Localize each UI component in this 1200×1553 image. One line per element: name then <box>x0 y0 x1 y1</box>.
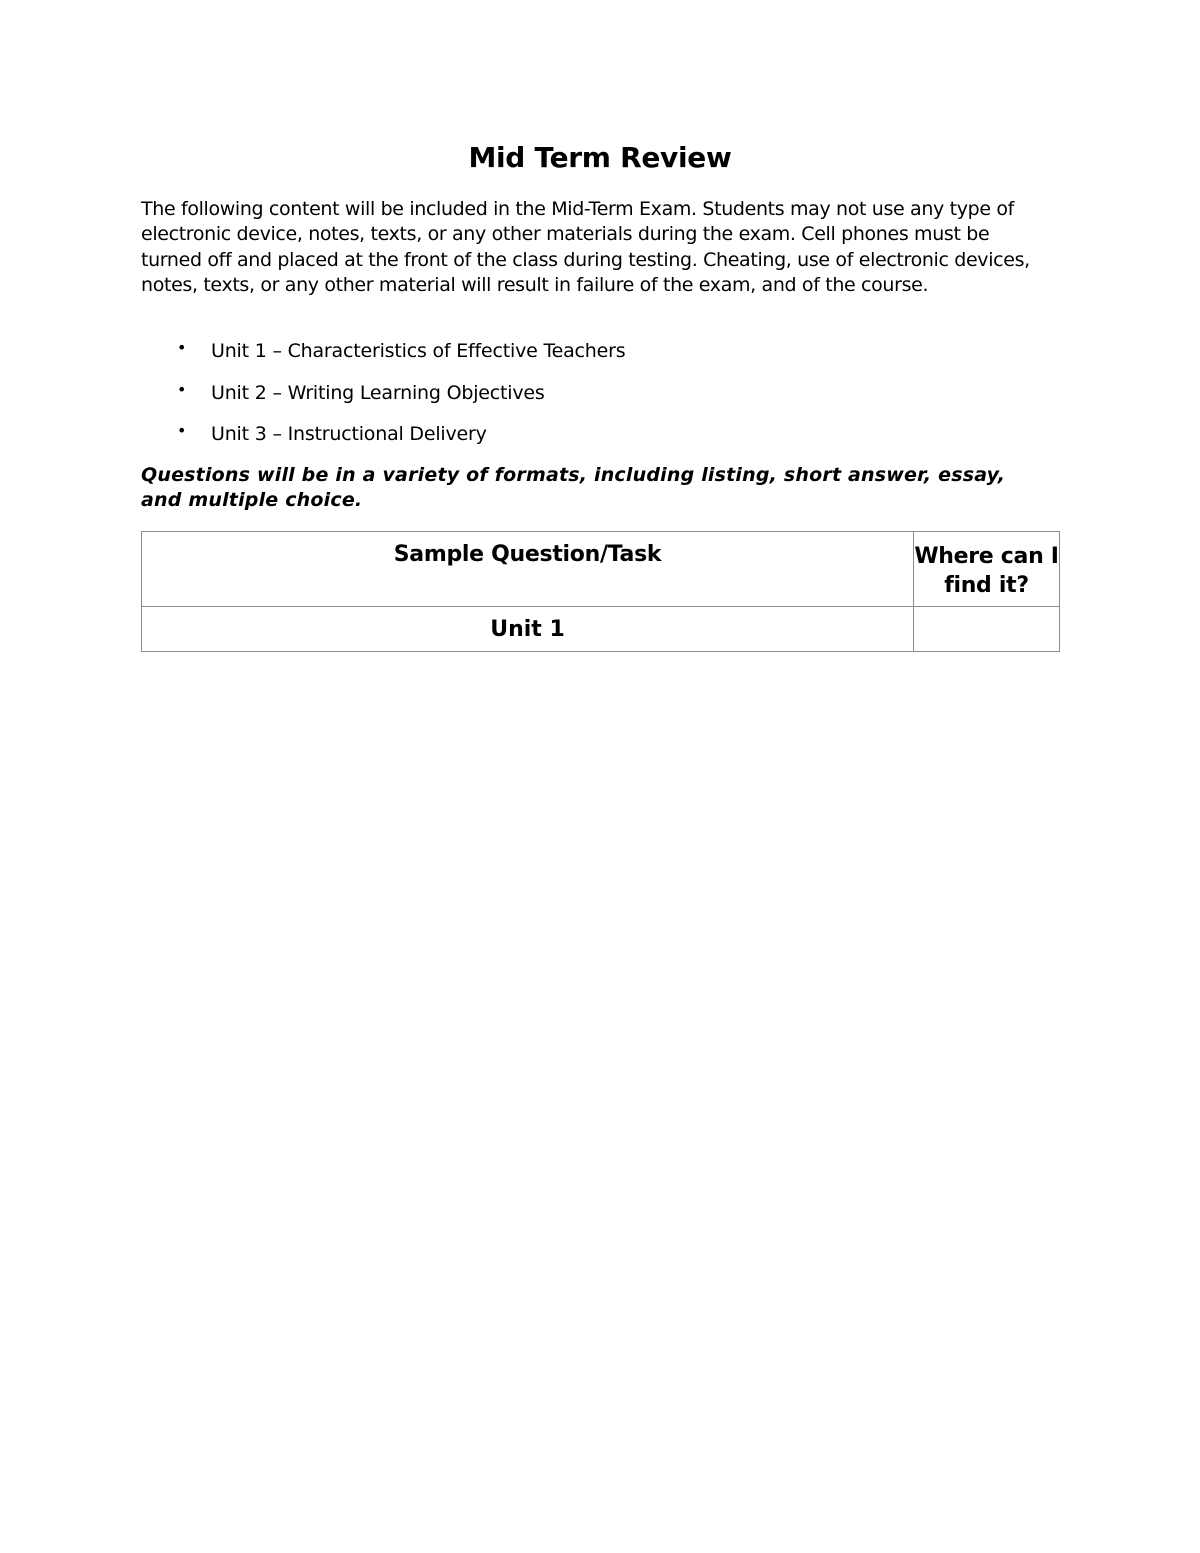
unit-label: Unit 3 – Instructional Delivery <box>211 423 487 445</box>
unit-label: Unit 1 – Characteristics of Effective Teachers <box>211 340 626 362</box>
column-header-where: Where can I find it? <box>914 532 1060 607</box>
unit-list <box>141 337 1041 462</box>
table-cell-where <box>914 607 1060 652</box>
review-table <box>141 531 1060 652</box>
table-header-row <box>142 532 1060 607</box>
column-header-task: Sample Question/Task <box>142 532 914 607</box>
list-item <box>141 420 1041 462</box>
list-item <box>141 337 1041 379</box>
table-row <box>142 607 1060 652</box>
intro-paragraph: The following content will be included in the Mid-Term Exam. Students may not use any type of electronic device, notes, texts, or any other materials during the exam. Cell phones must be turned off and placed at the front of the class during testing. Cheating, use of electronic devices, notes, texts, or any other material will result in failure of the exam, and of the course. <box>141 198 1030 297</box>
bullet-icon: • <box>177 421 187 440</box>
list-item <box>141 379 1041 421</box>
bullet-icon: • <box>177 379 187 399</box>
unit-label: Unit 2 – Writing Learning Objectives <box>211 381 545 404</box>
bullet-icon: • <box>177 338 187 357</box>
format-note: Questions will be in a variety of formats, including listing, short answer, essay, and multiple choice. <box>141 464 1006 512</box>
table-cell-task: Unit 1 <box>142 607 914 652</box>
page-title: Mid Term Review <box>468 141 732 174</box>
